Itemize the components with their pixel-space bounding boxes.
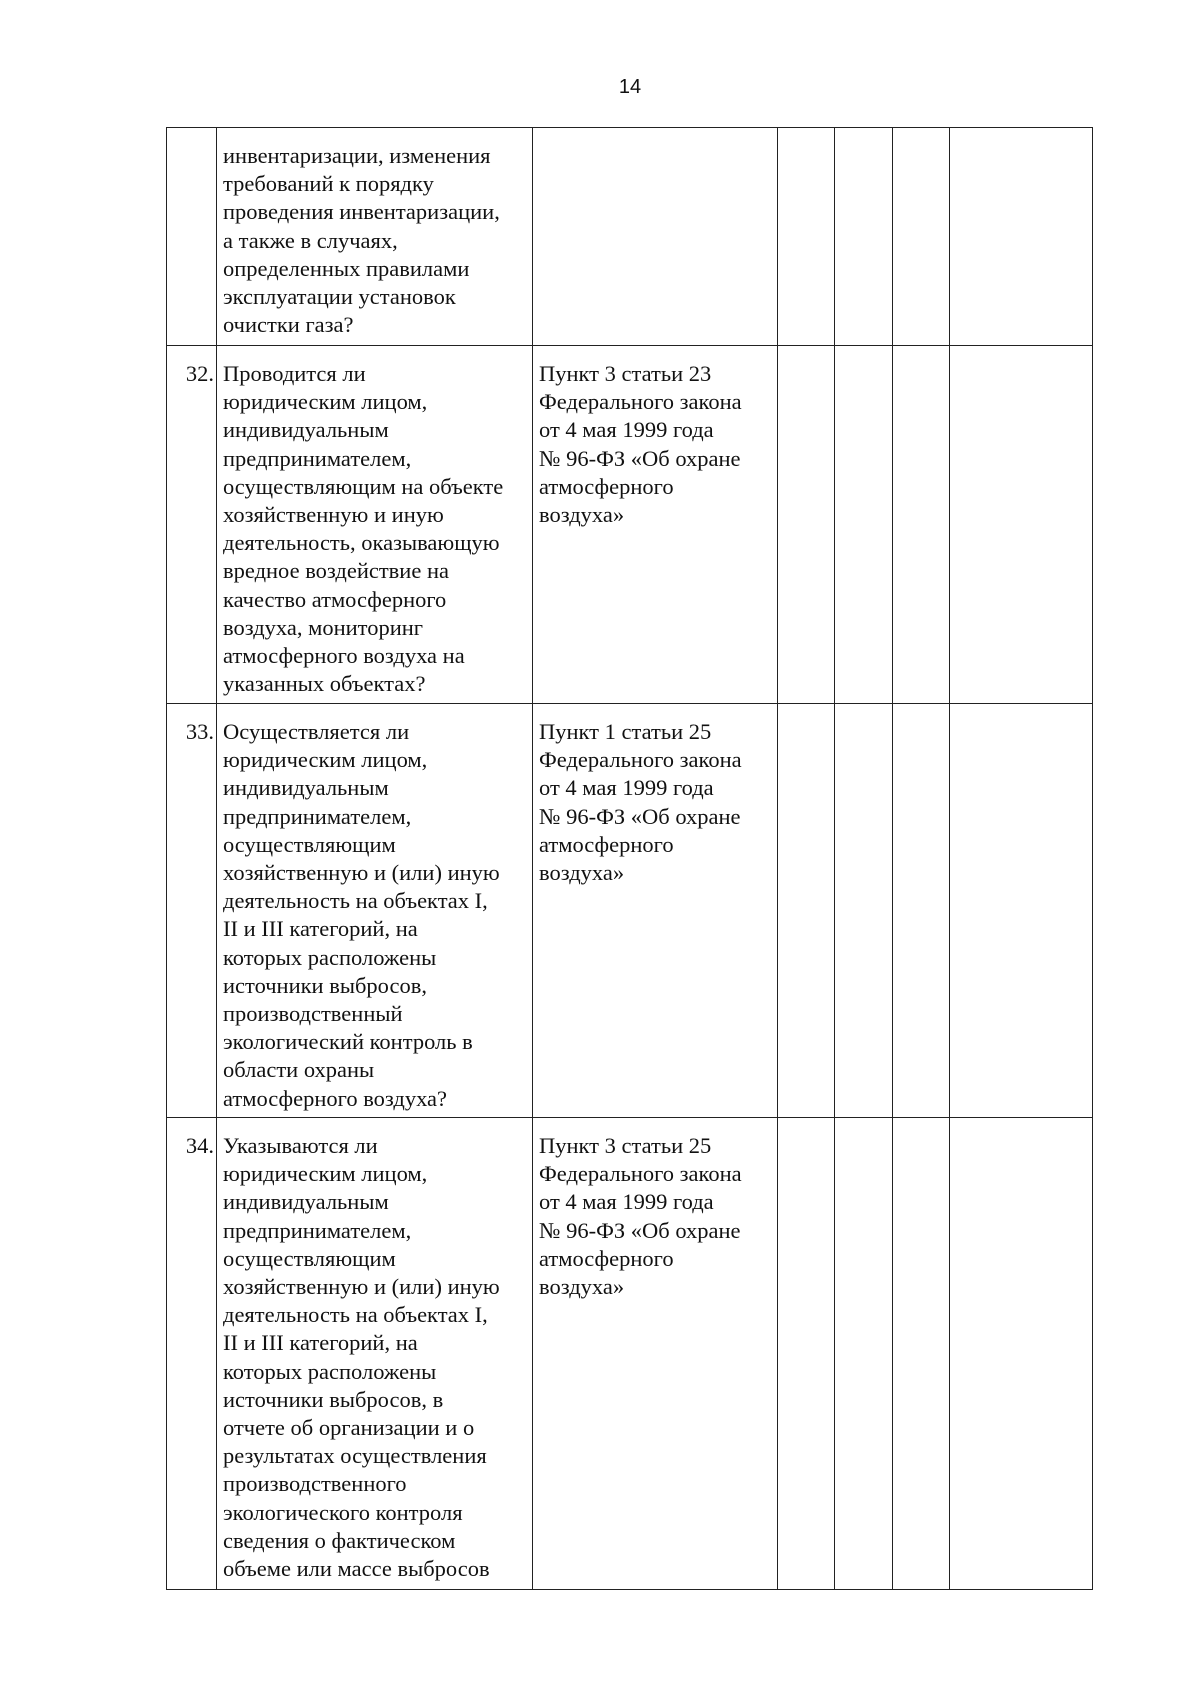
reference-cell [533,704,778,1118]
table-row [167,346,1093,704]
row-number: 32. [185,361,214,386]
question-line: инвентаризации, изменения [223,143,491,168]
answer-yes-cell[interactable] [778,1118,835,1590]
question-line: экологического контроля [223,1499,463,1525]
question-line: отчете об организации и о [223,1415,475,1441]
reference-line: № 96-ФЗ «Об охране [539,803,741,829]
notes-cell[interactable] [950,1118,1093,1590]
question-line: II и III категорий, на [223,916,418,942]
question-line: хозяйственную и (или) иную [223,860,500,886]
question-line: производственного [223,1471,407,1497]
answer-not-applicable-cell[interactable] [893,128,950,346]
reference-line: № 96-ФЗ «Об охране [539,1217,741,1243]
question-line: юридическим лицом, [223,747,428,773]
answer-yes-cell[interactable] [778,346,835,704]
reference-line: воздуха» [539,860,625,886]
answer-yes-cell[interactable] [778,128,835,346]
question-line: хозяйственную и (или) иную [223,1274,500,1300]
checklist-table [166,127,1093,1590]
question-line: качество атмосферного [223,586,447,612]
answer-no-cell[interactable] [835,346,893,704]
reference-line: от 4 мая 1999 года [539,1189,714,1215]
question-line: определенных правилами [223,255,470,281]
question-line: атмосферного воздуха на [223,643,465,669]
row-number-cell [167,346,217,704]
question-line: источники выбросов, [223,972,427,998]
question-line: воздуха, мониторинг [223,614,424,640]
question-line: эксплуатации установок [223,284,456,310]
reference-cell [533,346,778,704]
question-line: предпринимателем, [223,1217,412,1243]
question-line: осуществляющим [223,831,396,857]
reference-line: Пункт 1 статьи 25 [539,719,712,744]
question-line: проведения инвентаризации, [223,199,500,225]
question-line: объеме или массе выбросов [223,1556,490,1582]
page-number: 14 [618,76,642,98]
question-line: результатах осуществления [223,1443,487,1469]
answer-no-cell[interactable] [835,704,893,1118]
reference-line: № 96-ФЗ «Об охране [539,445,741,471]
reference-line: Федерального закона [539,1161,742,1187]
reference-line: воздуха» [539,1274,625,1300]
question-line: сведения о фактическом [223,1527,456,1553]
notes-cell[interactable] [950,128,1093,346]
question-line: Осуществляется ли [223,719,410,744]
answer-not-applicable-cell[interactable] [893,1118,950,1590]
reference-line: атмосферного [539,1245,674,1271]
question-line: экологический контроль в [223,1029,473,1055]
question-line: источники выбросов, в [223,1386,444,1412]
reference-line: от 4 мая 1999 года [539,417,714,443]
reference-line: Федерального закона [539,389,742,415]
question-line: предпринимателем, [223,445,412,471]
question-line: указанных объектах? [223,671,426,697]
question-line: Проводится ли [223,361,366,386]
reference-line: воздуха» [539,502,625,528]
notes-cell[interactable] [950,704,1093,1118]
question-line: вредное воздействие на [223,558,449,584]
question-line: а также в случаях, [223,227,398,253]
reference-line: атмосферного [539,473,674,499]
row-number: 33. [185,719,214,744]
question-cell [217,128,533,346]
question-line: индивидуальным [223,775,389,801]
reference-line: Федерального закона [539,747,742,773]
reference-cell [533,128,778,346]
question-line: деятельность, оказывающую [223,530,500,556]
question-cell [217,704,533,1118]
reference-cell [533,1118,778,1590]
question-line: осуществляющим на объекте [223,473,504,499]
question-line: деятельность на объектах I, [223,888,488,914]
table-row [167,704,1093,1118]
question-line: индивидуальным [223,1189,389,1215]
question-line: Указываются ли [223,1133,378,1158]
row-number-cell [167,704,217,1118]
answer-no-cell[interactable] [835,128,893,346]
question-line: юридическим лицом, [223,1161,428,1187]
answer-not-applicable-cell[interactable] [893,704,950,1118]
question-line: хозяйственную и иную [223,502,444,528]
table-row [167,128,1093,346]
question-line: области охраны [223,1057,375,1083]
question-line: индивидуальным [223,417,389,443]
table-row [167,1118,1093,1590]
reference-line: от 4 мая 1999 года [539,775,714,801]
notes-cell[interactable] [950,346,1093,704]
reference-line: Пункт 3 статьи 25 [539,1133,712,1158]
question-line: II и III категорий, на [223,1330,418,1356]
question-cell [217,346,533,704]
reference-line: Пункт 3 статьи 23 [539,361,712,386]
question-line: осуществляющим [223,1245,396,1271]
question-line: атмосферного воздуха? [223,1085,448,1111]
question-line: которых расположены [223,1358,437,1384]
row-number: 34. [185,1133,214,1158]
question-line: производственный [223,1001,403,1027]
row-number-cell [167,128,217,346]
row-number-cell [167,1118,217,1590]
question-line: юридическим лицом, [223,389,428,415]
question-line: требований к порядку [223,171,434,197]
answer-no-cell[interactable] [835,1118,893,1590]
question-line: деятельность на объектах I, [223,1302,488,1328]
reference-line: атмосферного [539,831,674,857]
question-line: предпринимателем, [223,803,412,829]
question-line: очистки газа? [223,312,354,338]
question-line: которых расположены [223,944,437,970]
question-cell [217,1118,533,1590]
answer-yes-cell[interactable] [778,704,835,1118]
answer-not-applicable-cell[interactable] [893,346,950,704]
